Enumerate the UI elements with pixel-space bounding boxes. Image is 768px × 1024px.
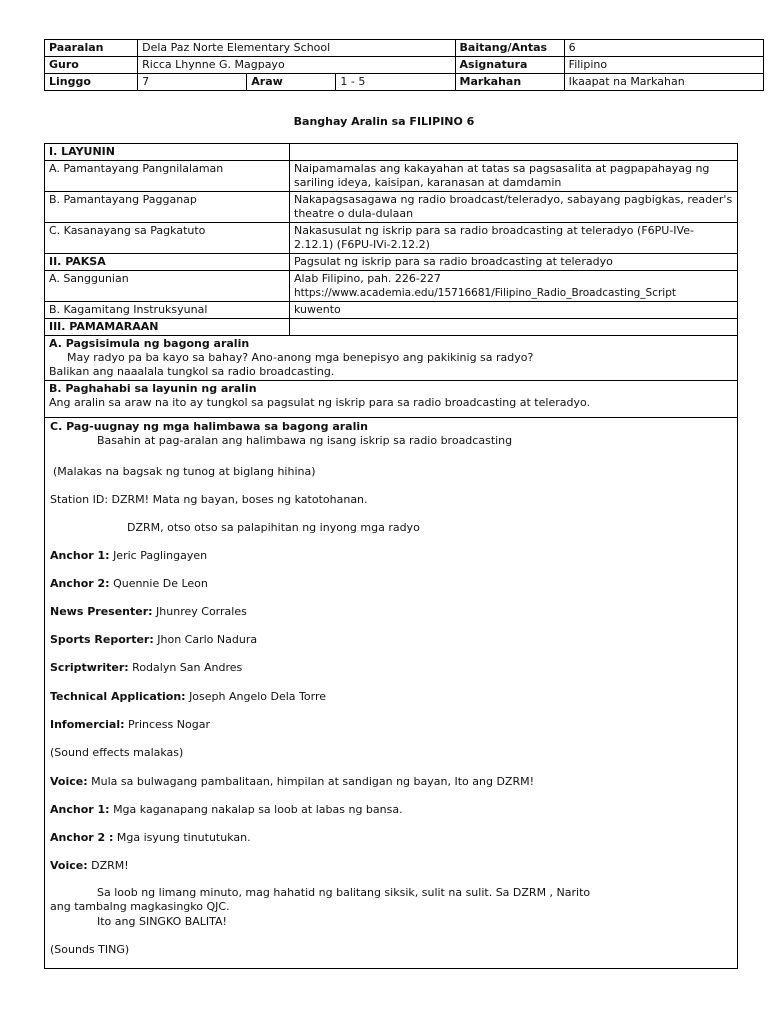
sanggunian-link: https://www.academia.edu/15716681/Filipino_Radio_Broadcasting_Script — [294, 287, 676, 299]
voice-label: Voice: — [50, 775, 88, 788]
layunin-a-value: Naipamamalas ang kakayahan at tatas sa pagsasalita at pagpapahayag ng sariling ideya, kaisipan, karanasan at damdamin — [290, 161, 738, 192]
voice-text: Mula sa bulwagang pambalitaan, himpilan at sandigan ng bayan, Ito ang DZRM! — [91, 775, 534, 788]
role-label: News Presenter: — [50, 605, 153, 618]
pamamaraan-c-intro: Basahin at pag-aralan ang halimbawa ng isang iskrip sa radio broadcasting — [97, 434, 513, 447]
role-technical-application — [50, 690, 326, 704]
linggo-value: 7 — [138, 74, 247, 91]
para-1: Sa loob ng limang minuto, mag hahatid ng balitang siksik, sulit na sulit. Sa DZRM , Narito — [97, 886, 591, 899]
role-name: Princess Nogar — [128, 718, 210, 731]
baitang-label: Baitang/Antas — [455, 40, 564, 57]
voice-line-2 — [50, 859, 129, 873]
pamamaraan-a-cell — [45, 336, 738, 381]
role-name: Jhon Carlo Nadura — [157, 633, 258, 646]
pamamaraan-b-line1: Ang aralin sa araw na ito ay tungkol sa pagsulat ng iskrip para sa radio broadcasting at teleradyo. — [49, 396, 591, 409]
role-scriptwriter — [50, 661, 242, 675]
markahan-value: Ikaapat na Markahan — [564, 74, 763, 91]
layunin-a-label: A. Pamantayang Pangnilalaman — [45, 161, 290, 192]
voice-line-1 — [50, 775, 534, 789]
pamamaraan-heading-value — [290, 319, 738, 336]
role-name: Rodalyn San Andres — [132, 661, 243, 674]
sanggunian-book: Alab Filipino, pah. 226-227 — [294, 272, 441, 285]
kagamitan-label: B. Kagamitang Instruksyunal — [45, 302, 290, 319]
role-name: Quennie De Leon — [113, 577, 208, 590]
pamamaraan-a-heading: A. Pagsisimula ng bagong aralin — [49, 337, 250, 350]
araw-value: 1 - 5 — [336, 74, 455, 91]
lesson-plan-table — [44, 143, 738, 969]
role-anchor-1 — [50, 549, 207, 563]
station-id: Station ID: DZRM! Mata ng bayan, boses ng katotohanan. — [50, 493, 368, 506]
pamamaraan-c-cell — [45, 418, 738, 969]
paaralan-label: Paaralan — [45, 40, 138, 57]
guro-label: Guro — [45, 57, 138, 74]
anchor-text: Mga kaganapang nakalap sa loob at labas ng bansa. — [113, 803, 403, 816]
asignatura-label: Asignatura — [455, 57, 564, 74]
sanggunian-value — [290, 271, 738, 302]
sanggunian-label: A. Sanggunian — [45, 271, 290, 302]
pamamaraan-heading: III. PAMAMARAAN — [45, 319, 290, 336]
role-name: Jeric Paglingayen — [113, 549, 208, 562]
layunin-c-value: Nakasusulat ng iskrip para sa radio broadcasting at teleradyo (F6PU-IVe-2.12.1) (F6PU-IVi-2.12.2) — [290, 223, 738, 254]
sfx-3: (Sounds TING) — [50, 943, 130, 956]
para-2: ang tambalng magkasingko QJC. — [50, 900, 230, 913]
header-table — [44, 39, 764, 91]
role-news-presenter — [50, 605, 247, 619]
anchor-text: Mga isyung tinututukan. — [116, 831, 251, 844]
paksa-heading: II. PAKSA — [45, 254, 290, 271]
layunin-heading: I. LAYUNIN — [45, 144, 290, 161]
pamamaraan-b-cell — [45, 381, 738, 418]
kagamitan-value: kuwento — [290, 302, 738, 319]
role-infomercial — [50, 718, 210, 732]
para-3: Ito ang SINGKO BALITA! — [97, 915, 227, 928]
linggo-label: Linggo — [45, 74, 138, 91]
pamamaraan-a-line1: May radyo pa ba kayo sa bahay? Ano-anong mga benepisyo ang pakikinig sa radyo? — [67, 351, 534, 364]
role-label: Anchor 1: — [50, 549, 110, 562]
asignatura-value: Filipino — [564, 57, 763, 74]
role-anchor-2 — [50, 577, 208, 591]
layunin-b-label: B. Pamantayang Pagganap — [45, 192, 290, 223]
anchor-label: Anchor 2 : — [50, 831, 114, 844]
role-label: Scriptwriter: — [50, 661, 129, 674]
guro-value: Ricca Lhynne G. Magpayo — [138, 57, 455, 74]
anchor-label: Anchor 1: — [50, 803, 110, 816]
sfx-2: (Sound effects malakas) — [50, 746, 184, 759]
pamamaraan-a-line2: Balikan ang naaalala tungkol sa radio broadcasting. — [49, 365, 335, 378]
pamamaraan-b-heading: B. Paghahabi sa layunin ng aralin — [49, 382, 257, 395]
role-label: Infomercial: — [50, 718, 125, 731]
page-title: Banghay Aralin sa FILIPINO 6 — [293, 115, 475, 128]
layunin-heading-value — [290, 144, 738, 161]
baitang-value: 6 — [564, 40, 763, 57]
role-label: Anchor 2: — [50, 577, 110, 590]
araw-label: Araw — [247, 74, 336, 91]
layunin-b-value: Nakapagsasagawa ng radio broadcast/teleradyo, sabayang pagbigkas, reader's theatre o dula-dulaan — [290, 192, 738, 223]
anchor-1-line — [50, 803, 403, 817]
pamamaraan-c-heading: C. Pag-uugnay ng mga halimbawa sa bagong aralin — [50, 420, 368, 433]
role-label: Sports Reporter: — [50, 633, 154, 646]
layunin-c-label: C. Kasanayang sa Pagkatuto — [45, 223, 290, 254]
sfx-1: (Malakas na bagsak ng tunog at biglang hihina) — [53, 465, 316, 478]
role-name: Joseph Angelo Dela Torre — [189, 690, 327, 703]
voice-label: Voice: — [50, 859, 88, 872]
role-name: Jhunrey Corrales — [156, 605, 247, 618]
voice-text: DZRM! — [91, 859, 129, 872]
dzrm-line: DZRM, otso otso sa palapihitan ng inyong mga radyo — [127, 521, 420, 534]
role-sports-reporter — [50, 633, 257, 647]
anchor-2-line — [50, 831, 251, 845]
paksa-heading-value: Pagsulat ng iskrip para sa radio broadcasting at teleradyo — [290, 254, 738, 271]
role-label: Technical Application: — [50, 690, 186, 703]
markahan-label: Markahan — [455, 74, 564, 91]
paaralan-value: Dela Paz Norte Elementary School — [138, 40, 455, 57]
